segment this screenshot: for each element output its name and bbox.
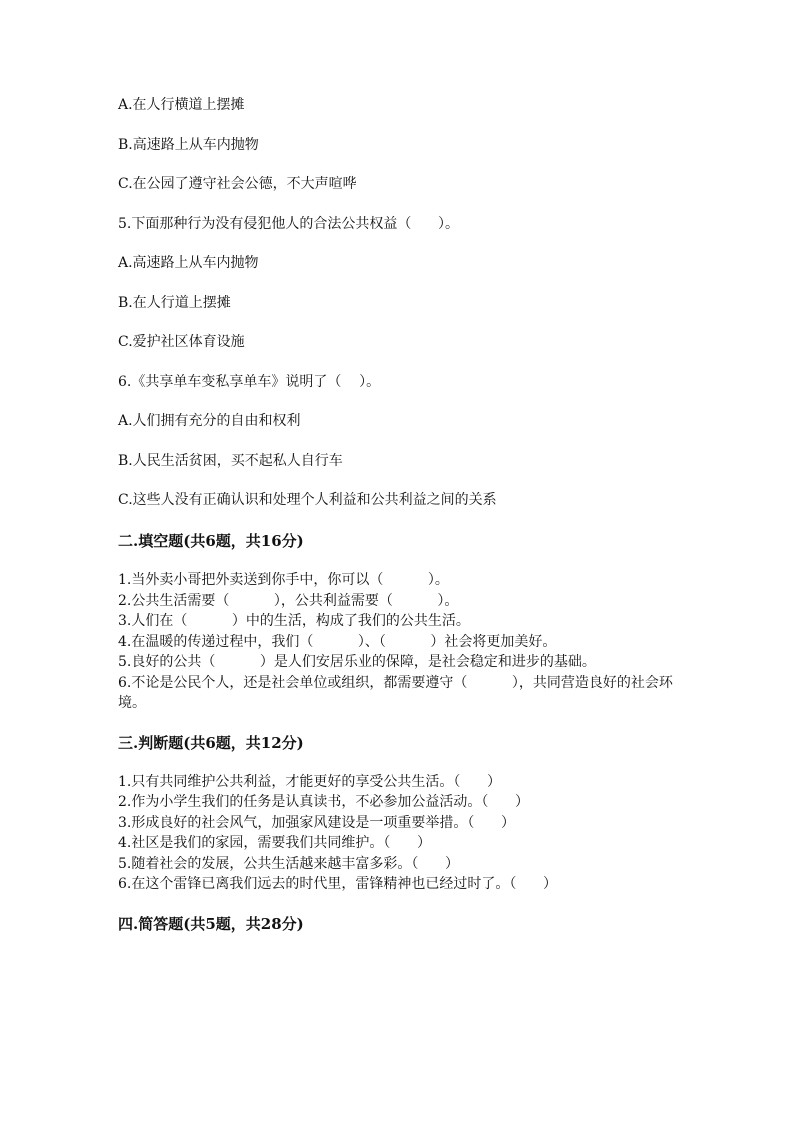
q4-option-a: A.在人行横道上摆摊 <box>118 97 245 113</box>
fill-item-1: 1.当外卖小哥把外卖送到你手中，你可以（ ）。 <box>118 572 449 588</box>
section3-heading: 三.判断题(共6题，共12分) <box>118 733 304 752</box>
section3-items <box>118 772 678 895</box>
q4-option-c: C.在公园了遵守社会公德，不大声喧哗 <box>118 176 357 192</box>
fill-item-3: 3.人们在（ ）中的生活，构成了我们的公共生活。 <box>118 613 470 629</box>
q5-stem: 5.下面那种行为没有侵犯他人的合法公共权益（ ）。 <box>118 215 460 232</box>
judge-item-1: 1.只有共同维护公共利益，才能更好的享受公共生活。（ ） <box>118 773 502 790</box>
fill-item-2: 2.公共生活需要（ ），公共利益需要（ ）。 <box>118 592 459 609</box>
judge-item-2: 2.作为小学生我们的任务是认真读书，不必参加公益活动。（ ） <box>118 794 530 810</box>
q6-stem: 6.《共享单车变私享单车》说明了（ ）。 <box>118 373 381 390</box>
fill-item-5: 5.良好的公共（ ）是人们安居乐业的保障，是社会稳定和进步的基础。 <box>118 654 596 670</box>
page-content <box>118 95 678 953</box>
fill-item-4: 4.在温暖的传递过程中，我们（ ）、（ ）社会将更加美好。 <box>118 633 557 650</box>
judge-item-6: 6.在这个雷锋已离我们远去的时代里，雷锋精神也已经过时了。（ ） <box>118 876 558 892</box>
section4-heading: 四.简答题(共5题，共28分) <box>118 914 304 933</box>
judge-item-3: 3.形成良好的社会风气，加强家风建设是一项重要举措。（ ） <box>118 814 516 831</box>
q5-option-b: B.在人行道上摆摊 <box>118 294 231 311</box>
section2-items <box>118 570 678 714</box>
q6-option-c: C.这些人没有正确认识和处理个人利益和公共利益之间的关系 <box>118 492 497 508</box>
section2-heading: 二.填空题(共6题，共16分) <box>118 532 304 550</box>
q4-option-b: B.高速路上从车内抛物 <box>118 136 259 153</box>
fill-item-6: 6.不论是公民个人，还是社会单位或组织，都需要遵守（ ），共同营造良好的社会环境。 <box>118 674 673 711</box>
q5-option-a: A.高速路上从车内抛物 <box>118 255 259 271</box>
judge-item-5: 5.随着社会的发展，公共生活越来越丰富多彩。（ ） <box>118 855 460 872</box>
q6-option-a: A.人们拥有充分的自由和权利 <box>118 413 301 429</box>
judge-item-4: 4.社区是我们的家园，需要我们共同维护。（ ） <box>118 835 432 851</box>
q6-option-b: B.人民生活贫困，买不起私人自行车 <box>118 452 343 469</box>
q5-option-c: C.爱护社区体育设施 <box>118 334 245 350</box>
